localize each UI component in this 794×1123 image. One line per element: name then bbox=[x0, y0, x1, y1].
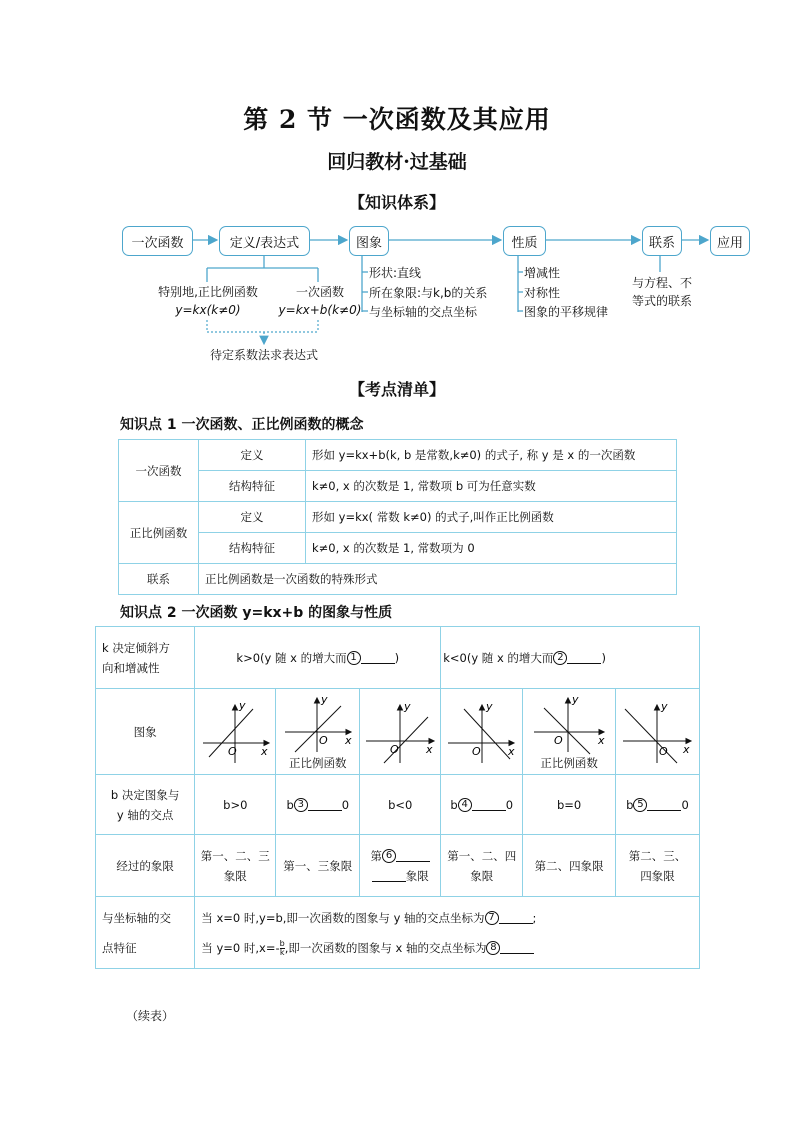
graph-2 bbox=[276, 689, 360, 775]
box-application: 应用 bbox=[710, 226, 750, 256]
table-row bbox=[119, 440, 677, 471]
row-graph-label: 图象 bbox=[96, 689, 195, 775]
cell-b-blank4: b 4 0 bbox=[441, 775, 523, 835]
property-item-translation: 图象的平移规律 bbox=[524, 305, 609, 319]
kp2-heading: 知识点 2 一次函数 y=kx+b 的图象与性质 bbox=[120, 605, 393, 621]
axis-x-label: x bbox=[344, 733, 352, 747]
kp1-heading: 知识点 1 一次函数、正比例函数的概念 bbox=[120, 417, 364, 433]
diagram-connectors bbox=[0, 0, 794, 380]
cell-quadrant-6: 第二、三、 四象限 bbox=[616, 835, 700, 897]
proportional-label: 正比例函数 bbox=[540, 755, 598, 770]
kp2-table bbox=[95, 626, 700, 969]
blank-marker: 8 bbox=[486, 941, 500, 955]
cell-quadrant-1: 第一、二、三 象限 bbox=[195, 835, 276, 897]
property-item-monotonic: 增减性 bbox=[524, 266, 561, 280]
axis-y-label: y bbox=[485, 699, 493, 713]
graph-1 bbox=[195, 689, 276, 775]
cell-intercept-text: 当 x=0 时,y=b,即一次函数的图象与 y 轴的交点坐标为 7 ; 当 y=0 时,x=- $\frac{b}{k}$ ,即一次函数的图象与 x 轴的交点坐标为 8 bbox=[195, 897, 700, 969]
row-b-label: b 决定图象与 y 轴的交点 bbox=[96, 775, 195, 835]
axis-y-label: y bbox=[660, 699, 668, 713]
cell-b-blank3: b 3 0 bbox=[276, 775, 360, 835]
table-row bbox=[96, 627, 700, 689]
cell-b-eq: b=0 bbox=[523, 775, 616, 835]
origin-label: O bbox=[228, 744, 237, 758]
proportional-label: 正比例函数 bbox=[289, 755, 347, 770]
page-title: 第 2 节 一次函数及其应用 bbox=[243, 105, 551, 134]
row-intercept-label: 与坐标轴的交 点特征 bbox=[96, 897, 195, 969]
graph-item-shape: 形状:直线 bbox=[369, 266, 422, 280]
cell-k-positive: k>0(y 随 x 的增大而 1 ) bbox=[195, 627, 441, 689]
axis-x-label: x bbox=[598, 733, 605, 747]
box-property: 性质 bbox=[503, 226, 546, 256]
cell-quadrant-3: 第 6 象限 bbox=[360, 835, 441, 897]
table-row bbox=[96, 835, 700, 897]
table-row bbox=[119, 533, 677, 564]
box-linear-function: 一次函数 bbox=[122, 226, 193, 256]
axis-x-label: x bbox=[426, 742, 433, 756]
cell-quadrant-4: 第一、二、四 象限 bbox=[441, 835, 523, 897]
cell-linear-struct: k≠0, x 的次数是 1, 常数项 b 可为任意实数 bbox=[306, 471, 677, 502]
origin-label: O bbox=[554, 733, 563, 747]
cell-quadrant-2: 第一、三象限 bbox=[276, 835, 360, 897]
knowledge-heading: 【知识体系】 bbox=[348, 193, 445, 212]
origin-label: O bbox=[390, 742, 399, 756]
page-subtitle: 回归教材·过基础 bbox=[327, 151, 467, 173]
cell-quadrant-5: 第二、四象限 bbox=[523, 835, 616, 897]
box-link: 联系 bbox=[642, 226, 682, 256]
table-row bbox=[119, 471, 677, 502]
cell-prop-def: 形如 y=kx( 常数 k≠0) 的式子,叫作正比例函数 bbox=[306, 502, 677, 533]
blank-marker: 3 bbox=[294, 798, 308, 812]
row-quadrant-label: 经过的象限 bbox=[96, 835, 195, 897]
origin-label: O bbox=[318, 733, 328, 747]
table-row bbox=[96, 775, 700, 835]
cell-linear: 一次函数 bbox=[119, 440, 199, 502]
def-linear: 一次函数 y=kx+b(k≠0) bbox=[278, 285, 362, 317]
checklist-heading: 【考点清单】 bbox=[348, 380, 445, 399]
blank-marker: 5 bbox=[633, 798, 647, 812]
graph-5 bbox=[523, 689, 616, 775]
box-definition: 定义/表达式 bbox=[219, 226, 310, 256]
cell-b-lt: b<0 bbox=[360, 775, 441, 835]
blank-marker: 2 bbox=[553, 651, 567, 665]
cell-structure: 结构特征 bbox=[199, 471, 306, 502]
link-equation: 与方程、不 等式的联系 bbox=[631, 276, 692, 308]
def-proportional: 特别地,正比例函数 y=kx(k≠0) bbox=[158, 285, 258, 317]
property-item-symmetry: 对称性 bbox=[524, 286, 561, 300]
graph-3 bbox=[360, 689, 441, 775]
cell-proportional: 正比例函数 bbox=[119, 502, 199, 564]
cell-k-negative: k<0(y 随 x 的增大而 2 ) bbox=[441, 627, 700, 689]
axis-x-label: x bbox=[261, 744, 268, 758]
table-row bbox=[96, 689, 700, 775]
axis-y-label: y bbox=[572, 693, 579, 706]
cell-prop-struct: k≠0, x 的次数是 1, 常数项为 0 bbox=[306, 533, 677, 564]
table-row bbox=[96, 897, 700, 969]
cell-b-gt: b>0 bbox=[195, 775, 276, 835]
cell-link: 联系 bbox=[119, 564, 199, 595]
axis-x-label: x bbox=[682, 742, 690, 756]
axis-x-label: x bbox=[507, 744, 515, 758]
axis-y-label: y bbox=[320, 693, 328, 706]
cell-b-blank5: b 5 0 bbox=[616, 775, 700, 835]
graph-4 bbox=[441, 689, 523, 775]
axis-y-label: y bbox=[239, 698, 246, 712]
graph-item-intercept: 与坐标轴的交点坐标 bbox=[369, 305, 478, 319]
graph-6 bbox=[616, 689, 700, 775]
origin-label: O bbox=[658, 744, 668, 758]
axis-y-label: y bbox=[404, 699, 411, 713]
cell-definition: 定义 bbox=[199, 440, 306, 471]
blank-marker: 4 bbox=[458, 798, 472, 812]
cell-definition: 定义 bbox=[199, 502, 306, 533]
cell-linear-def: 形如 y=kx+b(k, b 是常数,k≠0) 的式子, 称 y 是 x 的一次函数 bbox=[306, 440, 677, 471]
blank-marker: 7 bbox=[485, 911, 499, 925]
box-graph: 图象 bbox=[349, 226, 389, 256]
def-undetermined: 待定系数法求表达式 bbox=[209, 348, 318, 362]
graph-item-quadrant: 所在象限:与k,b的关系 bbox=[369, 286, 488, 300]
blank-marker: 6 bbox=[382, 849, 396, 863]
continued-note: （续表） bbox=[126, 1009, 175, 1023]
table-row bbox=[119, 502, 677, 533]
cell-link-text: 正比例函数是一次函数的特殊形式 bbox=[199, 564, 677, 595]
cell-structure: 结构特征 bbox=[199, 533, 306, 564]
row-k-label: k 决定倾斜方 向和增减性 bbox=[96, 627, 195, 689]
kp1-table bbox=[118, 439, 677, 595]
table-row bbox=[119, 564, 677, 595]
blank-marker: 1 bbox=[347, 651, 361, 665]
fraction-b-over-k: $\frac{b}{k}$ bbox=[279, 938, 285, 957]
origin-label: O bbox=[471, 744, 481, 758]
